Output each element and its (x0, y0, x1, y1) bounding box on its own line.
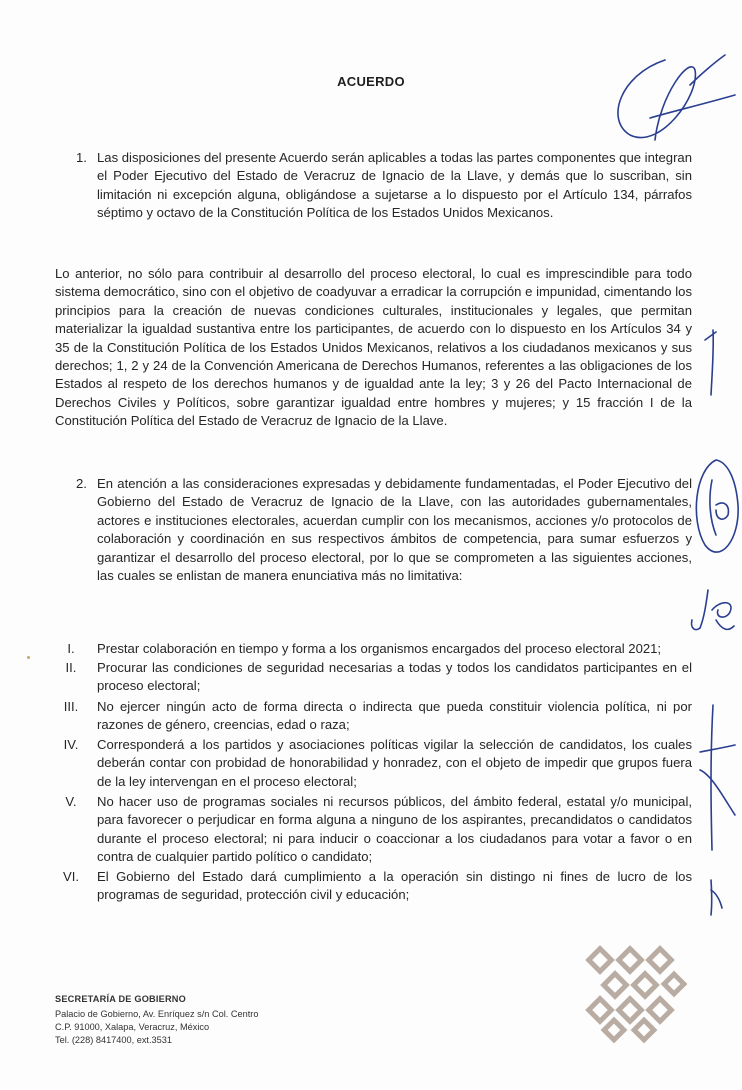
action-text: Corresponderá a los partidos y asociaciones políticas vigilar la selección de candidatos, los cuales deberán contar con probidad de honorabilidad y honradez, con el objeto de impedir que grupos fuera de la ley intervengan en el proceso electoral; (97, 737, 692, 789)
action-item (56, 659, 696, 696)
item-number: 2. (76, 476, 87, 491)
action-item (56, 640, 696, 658)
action-text: No hacer uso de programas sociales ni recursos públicos, del ámbito federal, estatal y/o municipal, para favorecer o perjudicar en forma alguna a ninguno de los aspirantes, precandidatos o candidatos durante el proceso electoral; ni para inducir o coaccionar a los ciudadanos para votar a favor o en contra de cualquier partido político o candidato; (97, 794, 692, 865)
action-numeral: III. (63, 699, 79, 714)
footer-address-line2: C.P. 91000, Xalapa, Veracruz, México (55, 1022, 210, 1032)
agreement-item-1 (76, 149, 692, 241)
action-item (56, 736, 696, 792)
item-text: Las disposiciones del presente Acuerdo serán aplicables a todas las partes componentes que integran el Poder Ejecutivo del Estado de Veracruz de Ignacio de la Llave, y demás que lo suscriban, sin limitación ni excepción alguna, obligándose a sujetarse a lo dispuesto por el Artículo 134, párrafos séptimo y octavo de la Constitución Política de los Estados Unidos Mexicanos. (97, 150, 692, 221)
action-numeral: VI. (62, 869, 79, 884)
action-text: Procurar las condiciones de seguridad necesarias a todas y todos los candidatos participantes en el proceso electoral; (97, 660, 692, 694)
action-text: Prestar colaboración en tiempo y forma a los organismos encargados del proceso electoral 2021; (97, 641, 662, 656)
speck-mark (27, 656, 30, 659)
letterhead-footer (55, 993, 258, 1047)
body-paragraph: Lo anterior, no sólo para contribuir al desarrollo del proceso electoral, lo cual es imprescindible para todo sistema democrático, sino con el objetivo de coadyuvar a erradicar la corrupción e impunidad, cimentando los principios para la creación de nuevas condiciones culturales, institucionales y legales, que permitan materializar la igualdad sustantiva entre los participantes, de acuerdo con lo dispuesto en los Artículos 34 y 35 de la Constitución Política de los Estados Unidos Mexicanos, relativos a los ciudadanos mexicanos y sus derechos; 1, 2 y 24 de la Convención Americana de Derechos Humanos, referentes a las obligaciones de los Estados al respeto de los derechos humanos y de igualdad ante la ley; 3 y 26 del Pacto Internacional de Derechos Civiles y Políticos, sobre garantizar igualdad entre hombres y mujeres; y 15 fracción I de la Constitución Política del Estado de Veracruz de Ignacio de la Llave. (55, 266, 692, 429)
footer-address-line1: Palacio de Gobierno, Av. Enríquez s/n Col. Centro (55, 1009, 259, 1019)
action-item (56, 698, 696, 735)
document-title: ACUERDO (337, 74, 405, 89)
action-item (56, 868, 696, 905)
item-number: 1. (76, 150, 87, 165)
footer-phone: Tel. (228) 8417400, ext.3531 (55, 1035, 172, 1045)
agreement-item-2 (76, 475, 692, 605)
government-knot-logo-icon (580, 940, 690, 1045)
action-text: El Gobierno del Estado dará cumplimiento a la operación sin distingo ni fines de lucro de los programas de seguridad, protección civil y educación; (97, 869, 692, 903)
action-numeral: IV. (63, 737, 79, 752)
action-item (56, 793, 696, 867)
action-numeral: I. (67, 641, 75, 656)
action-numeral: II. (65, 660, 77, 675)
footer-organization: SECRETARÍA DE GOBIERNO (55, 994, 186, 1004)
action-numeral: V. (65, 794, 77, 809)
item-text: En atención a las consideraciones expresadas y debidamente fundamentadas, el Poder Ejecutivo del Gobierno del Estado de Veracruz de Ignacio de la Llave, con las autoridades gubernamentales, actores e instituciones electorales, acuerdan cumplir con los mecanismos, acciones y/o protocolos de colaboración y coordinación en sus respectivos ámbitos de competencia, para sumar esfuerzos y garantizar el desarrollo del proceso electoral, por lo que se comprometen a las siguientes acciones, las cuales se enlistan de manera enunciativa más no limitativa: (97, 476, 692, 584)
action-text: No ejercer ningún acto de forma directa o indirecta que pueda constituir violencia política, ni por razones de género, creencias, edad o raza; (97, 699, 692, 733)
